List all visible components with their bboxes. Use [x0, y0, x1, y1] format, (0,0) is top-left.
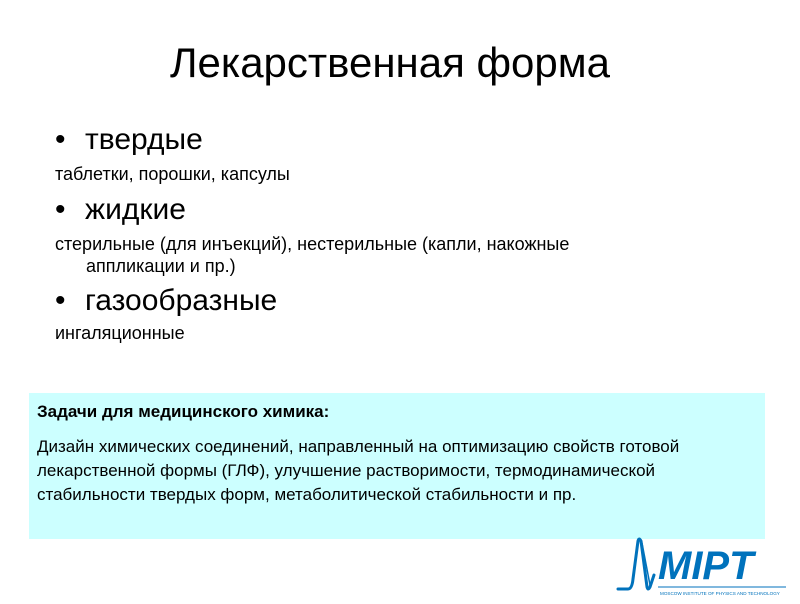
logo-subtext: MOSCOW INSTITUTE OF PHYSICS AND TECHNOLOGY — [660, 591, 780, 596]
logo-wordmark: MIPT — [658, 544, 754, 588]
bullet-marker: • — [55, 123, 66, 156]
bullet-detail-liquid — [55, 233, 735, 277]
slide-title: Лекарственная форма — [169, 39, 611, 86]
bullet-item-gaseous — [55, 284, 277, 318]
bullet-label: газообразные — [85, 284, 278, 317]
bullet-marker: • — [55, 193, 66, 226]
mipt-logo-graphic — [614, 535, 794, 599]
task-box — [29, 393, 765, 539]
bullet-detail-solid: таблетки, порошки, капсулы — [55, 164, 290, 184]
bullet-item-solid — [55, 123, 203, 157]
bullet-label: твердые — [85, 123, 203, 156]
bullet-label: жидкие — [85, 193, 186, 226]
task-box-body: Дизайн химических соединений, направленный на оптимизацию свойств готовой лекарственной формы (ГЛФ), улучшение растворимости, термодинамической стабильности твердых форм, метаболитической стабильности и пр. — [37, 437, 680, 504]
task-box-heading: Задачи для медицинского химика: — [37, 402, 330, 421]
bullet-detail-line: стерильные (для инъекций), нестерильные (капли, накожные — [55, 234, 570, 254]
bullet-detail-gaseous: ингаляционные — [55, 323, 185, 343]
bullet-marker: • — [55, 284, 66, 317]
bullet-detail-line: аппликации и пр.) — [86, 256, 236, 276]
mipt-logo — [614, 535, 794, 599]
bullet-item-liquid — [55, 193, 186, 227]
